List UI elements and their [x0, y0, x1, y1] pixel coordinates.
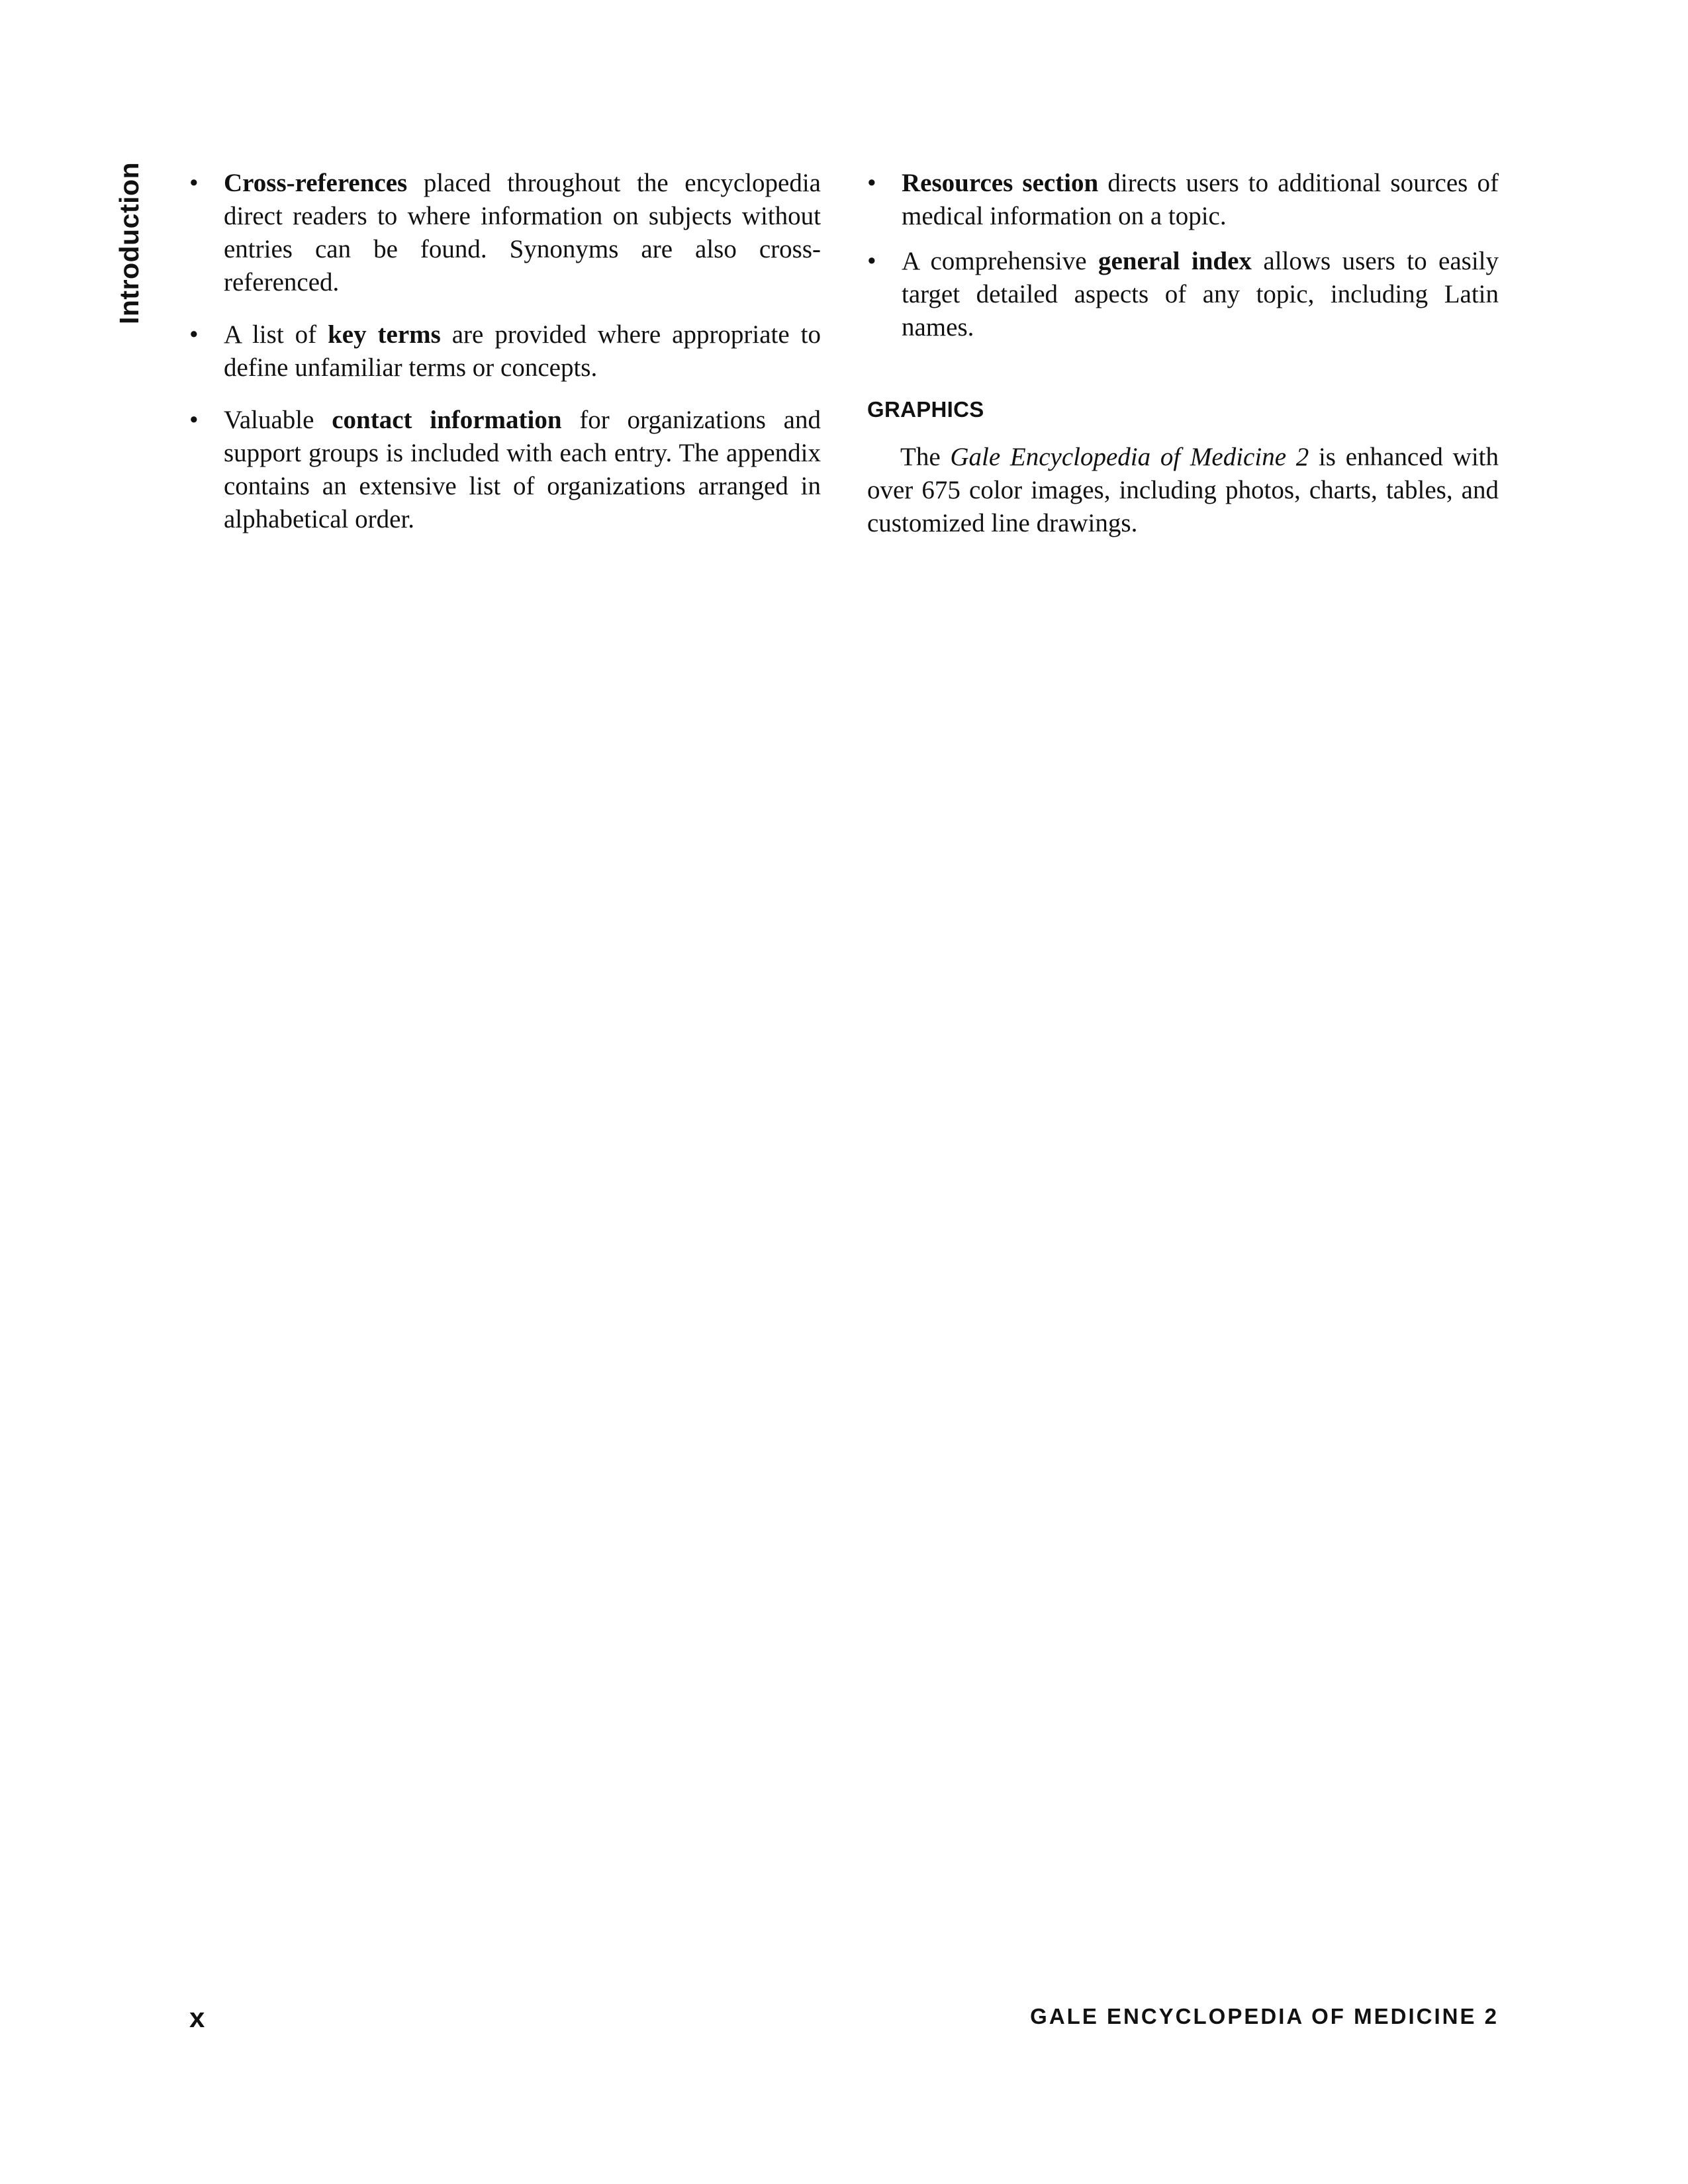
general-index-lead: A comprehensive [902, 247, 1098, 275]
contact-information-lead: Valuable [224, 406, 332, 434]
key-terms-description: are provided where appropriate to define unfamiliar terms or concepts. [224, 320, 821, 382]
cross-references-description: placed throughout the encyclopedia direct readers to where information on subjects without entries can be found. Synonyms are also cross-referenced. [224, 169, 821, 296]
graphics-paragraph [867, 441, 1499, 540]
list-item-general-index [867, 245, 1499, 344]
list-item-resources-section [867, 167, 1499, 233]
page-number: x [189, 2002, 205, 2033]
right-column [867, 167, 1499, 540]
term-contact-information: contact information [332, 406, 562, 434]
book-title: Gale Encyclopedia of Medicine 2 [950, 443, 1309, 471]
key-terms-lead: A list of [224, 320, 328, 349]
term-resources-section: Resources section [902, 169, 1099, 197]
resources-section-description: directs users to additional sources of medical information on a topic. [902, 169, 1499, 230]
graphics-paragraph-body: is enhanced with over 675 color images, including photos, charts, tables, and customized line drawings. [867, 443, 1499, 537]
term-general-index: general index [1098, 247, 1252, 275]
general-index-description: allows users to easily target detailed aspects of any topic, including Latin names. [902, 247, 1499, 341]
list-item-cross-references [189, 167, 821, 299]
running-footer-title: GALE ENCYCLOPEDIA OF MEDICINE 2 [1030, 2004, 1499, 2028]
graphics-heading: GRAPHICS [867, 397, 984, 422]
term-cross-references: Cross-references [224, 169, 408, 197]
graphics-paragraph-lead: The [900, 443, 951, 471]
list-item-contact-information [189, 404, 821, 536]
section-side-tab-label: Introduction [114, 161, 144, 324]
list-item-key-terms [189, 318, 821, 385]
term-key-terms: key terms [328, 320, 441, 349]
left-bullet-list [189, 167, 821, 536]
section-side-tab [114, 161, 154, 332]
right-bullet-list [867, 167, 1499, 344]
left-column [189, 167, 821, 555]
contact-information-description: for organizations and support groups is included with each entry. The appendix contains an extensive list of organizations arranged in alphabetical order. [224, 406, 821, 533]
